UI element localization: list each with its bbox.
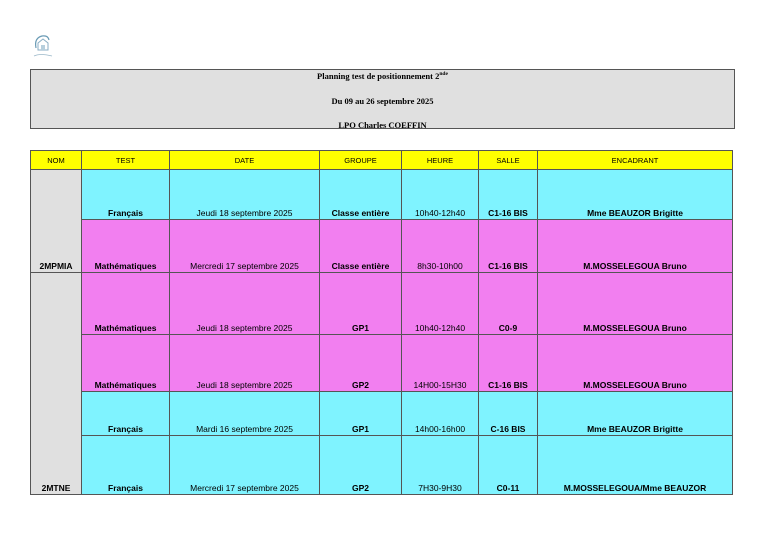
time-cell: 14H00-15H30	[402, 335, 479, 392]
document-title: Planning test de positionnement 2nde	[317, 71, 448, 81]
column-header-heure: HEURE	[402, 151, 479, 170]
time-cell: 10h40-12h40	[402, 170, 479, 220]
class-name-cell: 2MPMIA	[31, 170, 82, 273]
test-cell: Français	[82, 170, 170, 220]
date-cell: Jeudi 18 septembre 2025	[170, 170, 320, 220]
test-cell: Mathématiques	[82, 273, 170, 335]
room-cell: C-16 BIS	[479, 392, 538, 436]
room-cell: C0-9	[479, 273, 538, 335]
supervisor-cell: M.MOSSELEGOUA Bruno	[538, 273, 733, 335]
table-row	[31, 335, 733, 392]
supervisor-cell: M.MOSSELEGOUA/Mme BEAUZOR	[538, 436, 733, 495]
group-cell: GP1	[320, 392, 402, 436]
group-cell: GP1	[320, 273, 402, 335]
time-cell: 10h40-12h40	[402, 273, 479, 335]
group-cell: Classe entière	[320, 220, 402, 273]
table-row	[31, 220, 733, 273]
room-cell: C1-16 BIS	[479, 335, 538, 392]
table-row	[31, 436, 733, 495]
time-cell: 7H30-9H30	[402, 436, 479, 495]
supervisor-cell: Mme BEAUZOR Brigitte	[538, 392, 733, 436]
group-cell: Classe entière	[320, 170, 402, 220]
table-row	[31, 170, 733, 220]
school-name: LPO Charles COEFFIN	[338, 120, 427, 130]
column-header-test: TEST	[82, 151, 170, 170]
column-header-date: DATE	[170, 151, 320, 170]
column-header-nom: NOM	[31, 151, 82, 170]
school-logo	[30, 30, 56, 60]
header-box	[30, 69, 735, 129]
test-cell: Mathématiques	[82, 335, 170, 392]
date-range: Du 09 au 26 septembre 2025	[331, 96, 434, 106]
time-cell: 14h00-16h00	[402, 392, 479, 436]
room-cell: C1-16 BIS	[479, 170, 538, 220]
column-header-encadrant: ENCADRANT	[538, 151, 733, 170]
test-cell: Français	[82, 392, 170, 436]
supervisor-cell: M.MOSSELEGOUA Bruno	[538, 220, 733, 273]
group-cell: GP2	[320, 436, 402, 495]
test-cell: Français	[82, 436, 170, 495]
date-cell: Mercredi 17 septembre 2025	[170, 220, 320, 273]
planning-table	[30, 150, 733, 495]
date-cell: Mercredi 17 septembre 2025	[170, 436, 320, 495]
room-cell: C1-16 BIS	[479, 220, 538, 273]
table-row	[31, 392, 733, 436]
time-cell: 8h30-10h00	[402, 220, 479, 273]
table-header-row	[31, 151, 733, 170]
date-cell: Jeudi 18 septembre 2025	[170, 273, 320, 335]
table-row	[31, 273, 733, 335]
group-cell: GP2	[320, 335, 402, 392]
date-cell: Mardi 16 septembre 2025	[170, 392, 320, 436]
column-header-groupe: GROUPE	[320, 151, 402, 170]
room-cell: C0-11	[479, 436, 538, 495]
test-cell: Mathématiques	[82, 220, 170, 273]
class-name-cell: 2MTNE	[31, 273, 82, 495]
supervisor-cell: Mme BEAUZOR Brigitte	[538, 170, 733, 220]
supervisor-cell: M.MOSSELEGOUA Bruno	[538, 335, 733, 392]
date-cell: Jeudi 18 septembre 2025	[170, 335, 320, 392]
column-header-salle: SALLE	[479, 151, 538, 170]
